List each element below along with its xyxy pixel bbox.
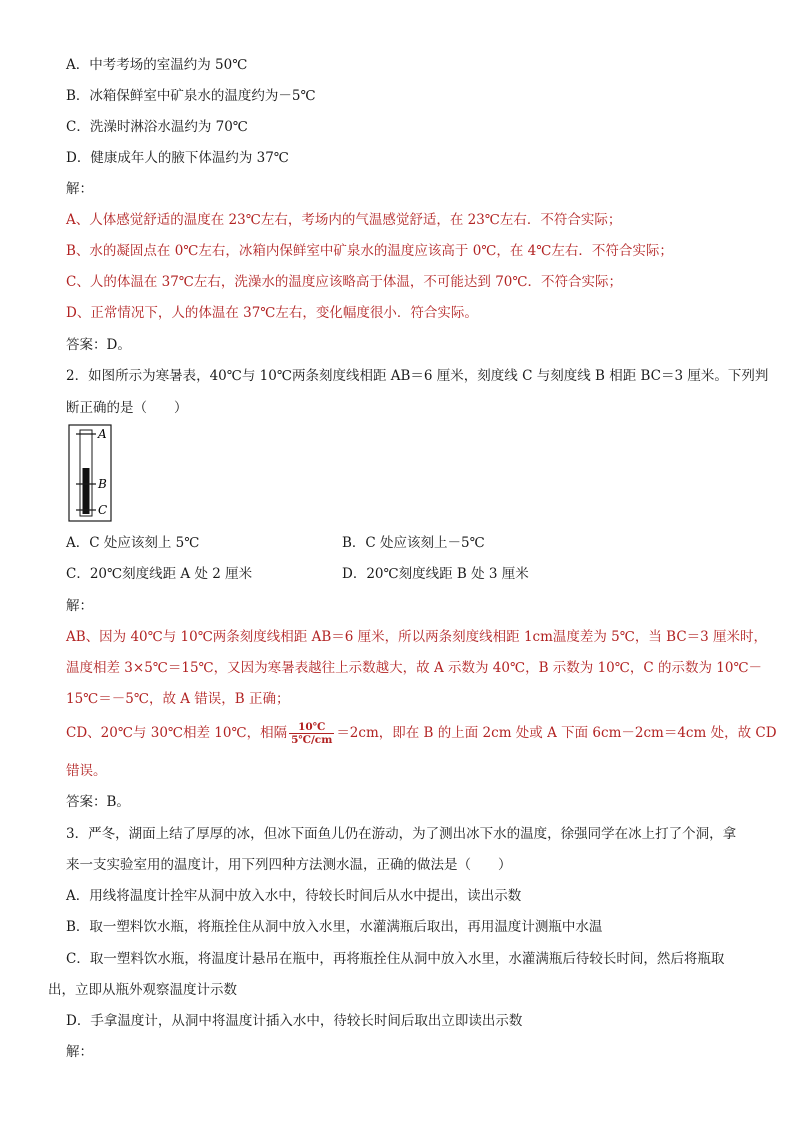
- label-b: B: [98, 477, 107, 491]
- q1-solution-label: 解：: [66, 181, 93, 197]
- q1-option-a: A．中考考场的室温约为 50℃: [66, 57, 248, 73]
- label-c: C: [98, 503, 108, 517]
- q3-option-b: B．取一塑料饮水瓶，将瓶拴住从洞中放入水里，水灌满瓶后取出，再用温度计测瓶中水温: [66, 919, 603, 935]
- q2-analysis-cd-line2: 错误。: [66, 763, 107, 779]
- q1-option-c: C．洗澡时淋浴水温约为 70℃: [66, 119, 248, 135]
- q3-solution-label: 解：: [66, 1044, 93, 1060]
- q2-option-a: A．C 处应该刻上 5℃: [66, 535, 200, 551]
- q1-analysis-a: A、人体感觉舒适的温度在 23℃左右，考场内的气温感觉舒适，在 23℃左右．不符合实际；: [66, 212, 622, 228]
- q2-option-b: B．C 处应该刻上－5℃: [342, 535, 485, 551]
- fraction-numerator: 10℃: [289, 721, 334, 734]
- q3-option-c-line1: C．取一塑料饮水瓶，将温度计悬吊在瓶中，再将瓶拴住从洞中放入水里，水灌满瓶后待较长时间，然后将瓶取: [66, 951, 725, 967]
- q2-solution-label: 解：: [66, 598, 93, 614]
- q1-analysis-c: C、人的体温在 37℃左右，洗澡水的温度应该略高于体温，不可能达到 70℃．不符合实际；: [66, 274, 622, 290]
- q2-option-c: C．20℃刻度线距 A 处 2 厘米: [66, 566, 253, 582]
- thermometer-liquid: [83, 468, 90, 514]
- q2-stem-line2: 断正确的是（ ）: [66, 400, 188, 416]
- q2-analysis-cd-line1: [66, 721, 777, 746]
- q3-option-d: D．手拿温度计，从洞中将温度计插入水中，待较长时间后取出立即读出示数: [66, 1013, 523, 1029]
- q3-option-a: A．用线将温度计拴牢从洞中放入水中，待较长时间后从水中提出，读出示数: [66, 888, 522, 904]
- q2-stem-line1: 2．如图所示为寒暑表，40℃与 10℃两条刻度线相距 AB＝6 厘米，刻度线 C 与刻度线 B 相距 BC＝3 厘米。下列判: [66, 368, 769, 384]
- q2-analysis-ab-line2: 温度相差 3×5℃＝15℃，又因为寒暑表越往上示数越大，故 A 示数为 40℃，B 示数为 10℃，C 的示数为 10℃－: [66, 660, 763, 676]
- label-a: A: [98, 427, 107, 441]
- q3-option-c-line2: 出，立即从瓶外观察温度计示数: [48, 982, 237, 998]
- q2-analysis-ab-line3: 15℃＝－5℃，故 A 错误，B 正确；: [66, 691, 290, 707]
- q3-stem-line1: 3．严冬，湖面上结了厚厚的冰，但冰下面鱼儿仍在游动，为了测出冰下水的温度，徐强同学在冰上打了个洞，拿: [66, 826, 737, 842]
- fraction-denominator: 5℃/cm: [291, 734, 333, 746]
- thermometer-figure: [68, 424, 112, 522]
- q1-option-b: B．冰箱保鲜室中矿泉水的温度约为－5℃: [66, 88, 316, 104]
- q2-analysis-ab-line1: AB、因为 40℃与 10℃两条刻度线相距 AB＝6 厘米，所以两条刻度线相距 1cm温度差为 5℃，当 BC＝3 厘米时，: [66, 629, 768, 645]
- q1-answer: 答案：D。: [66, 337, 131, 353]
- q2-option-d: D．20℃刻度线距 B 处 3 厘米: [342, 566, 529, 582]
- q2-answer: 答案：B。: [66, 794, 130, 810]
- q3-stem-line2: 来一支实验室用的温度计，用下列四种方法测水温，正确的做法是（ ）: [66, 857, 512, 873]
- fraction: [289, 721, 334, 746]
- q1-analysis-d: D、正常情况下，人的体温在 37℃左右，变化幅度很小．符合实际。: [66, 305, 478, 321]
- q2-analysis-cd-post: ＝2cm，即在 B 的上面 2cm 处或 A 下面 6cm－2cm＝4cm 处，故 CD: [336, 725, 777, 741]
- q1-option-d: D．健康成年人的腋下体温约为 37℃: [66, 150, 289, 166]
- q2-analysis-cd-pre: CD、20℃与 30℃相差 10℃，相隔: [66, 725, 288, 741]
- q1-analysis-b: B、水的凝固点在 0℃左右，冰箱内保鲜室中矿泉水的温度应该高于 0℃，在 4℃左右．不符合实际；: [66, 243, 673, 259]
